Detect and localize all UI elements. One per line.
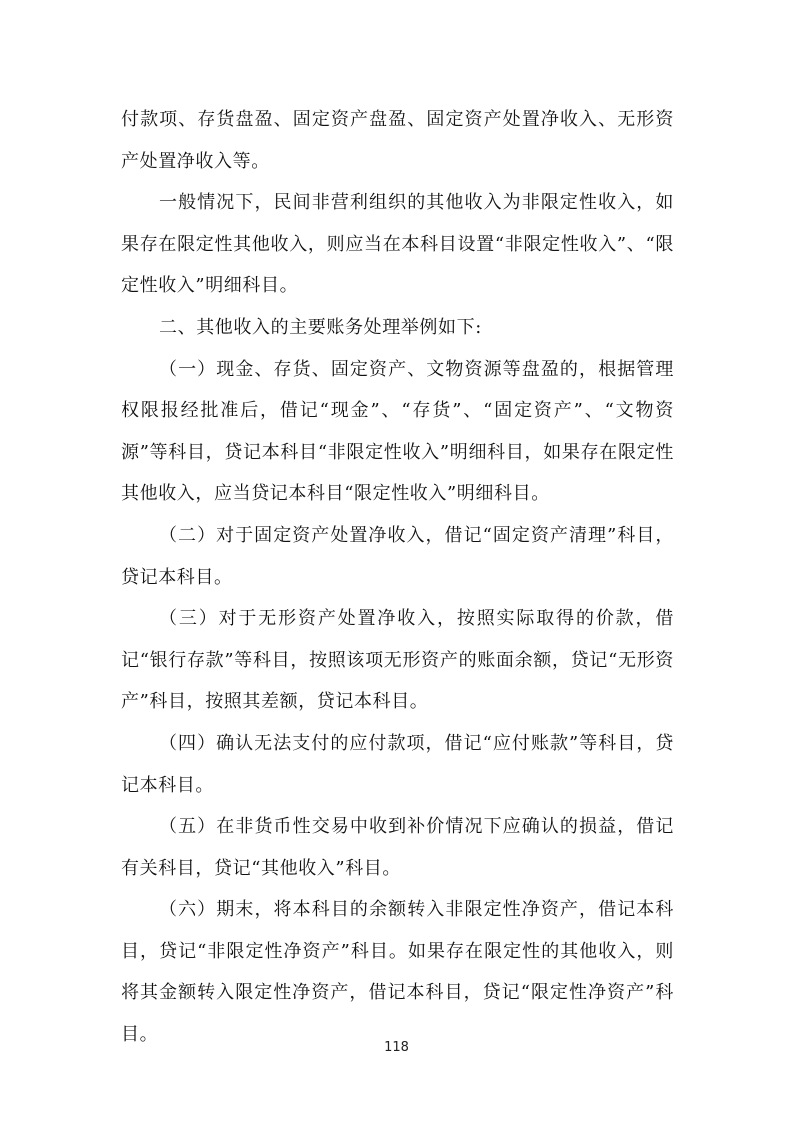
paragraph-item-4: （四）确认无法支付的应付款项，借记“应付账款”等科目，贷记本科目。 (121, 732, 674, 796)
paragraph-item-1: （一）现金、存货、固定资产、文物资源等盘盈的，根据管理权限报经批准后，借记“现金”、“存货”、“固定资产”、“文物资源”等科目，贷记本科目“非限定性收入”明细科目，如果存在限定性其他收入，应当贷记本科目“限定性收入”明细科目。 (121, 358, 674, 505)
paragraph-item-3: （三）对于无形资产处置净收入，按照实际取得的价款，借记“银行存款”等科目，按照该项无形资产的账面余额，贷记“无形资产”科目，按照其差额，贷记本科目。 (121, 608, 675, 713)
body-text (121, 99, 674, 1056)
paragraph-item-6: （六）期末，将本科目的余额转入非限定性净资产，借记本科目，贷记“非限定性净资产”科目。如果存在限定性的其他收入，则将其金额转入限定性净资产，借记本科目，贷记“限定性净资产”科目。 (121, 899, 674, 1046)
section-heading-accounting-examples: 二、其他收入的主要账务处理举例如下: (159, 316, 482, 338)
page-number: 118 (384, 1040, 409, 1055)
paragraph-continuation: 付款项、存货盘盈、固定资产盘盈、固定资产处置净收入、无形资产处置净收入等。 (121, 109, 674, 172)
paragraph-item-2: （二）对于固定资产处置净收入，借记“固定资产清理”科目，贷记本科目。 (121, 524, 674, 588)
paragraph-general-case: 一般情况下，民间非营利组织的其他收入为非限定性收入，如果存在限定性其他收入，则应当在本科目设置“非限定性收入”、“限定性收入”明细科目。 (121, 192, 674, 297)
paragraph-item-5: （五）在非货币性交易中收到补价情况下应确认的损益，借记有关科目，贷记“其他收入”科目。 (121, 816, 674, 879)
